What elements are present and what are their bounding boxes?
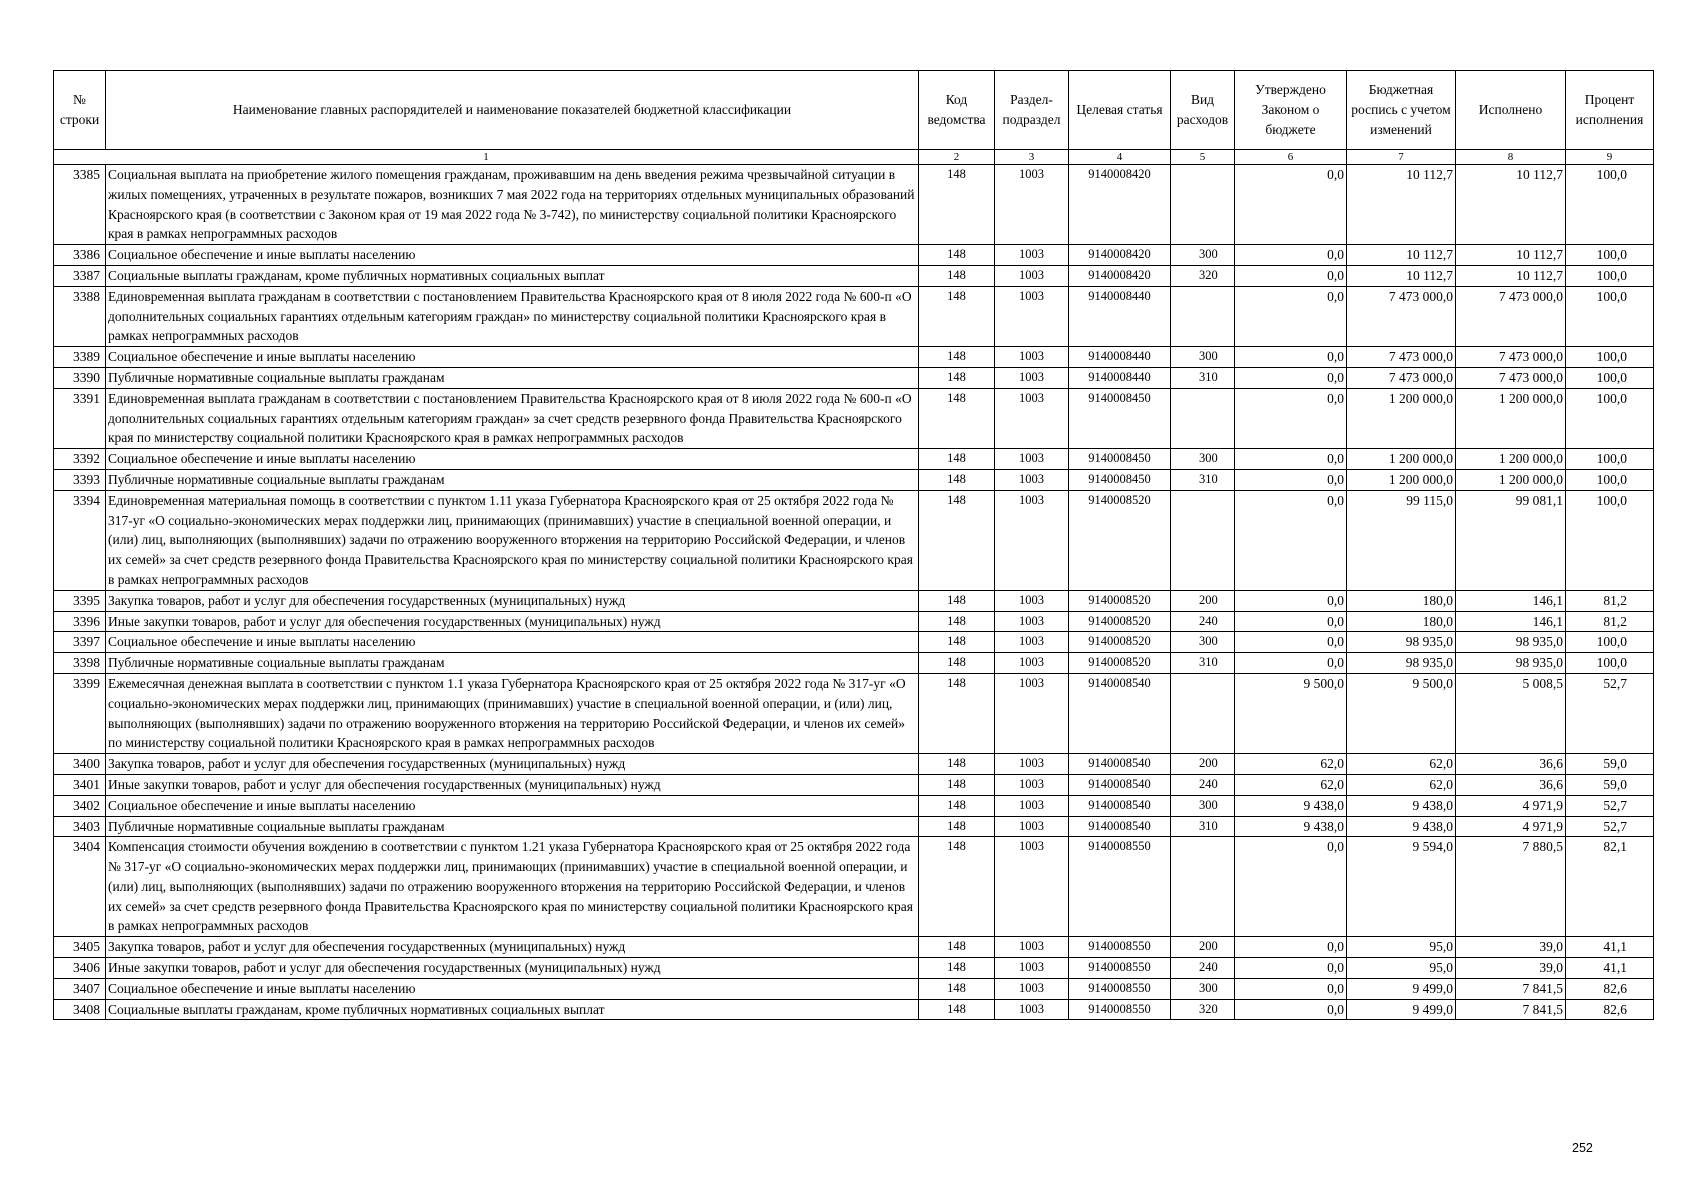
row-number: 3392: [54, 449, 106, 470]
table-row: [54, 388, 1654, 448]
schedule-amount: 7 473 000,0: [1347, 347, 1456, 368]
column-number: 6: [1235, 150, 1347, 165]
table-row: [54, 816, 1654, 837]
table-row: [54, 265, 1654, 286]
row-number: 3385: [54, 165, 106, 245]
target-article: 9140008550: [1069, 978, 1171, 999]
execution-percent: 59,0: [1566, 774, 1654, 795]
row-number: 3401: [54, 774, 106, 795]
schedule-amount: 95,0: [1347, 937, 1456, 958]
header-percent: Процент исполнения: [1566, 71, 1654, 150]
department-code: 148: [919, 999, 995, 1020]
schedule-amount: 9 499,0: [1347, 999, 1456, 1020]
header-name: Наименование главных распорядителей и наименование показателей бюджетной классификации: [106, 71, 919, 150]
target-article: 9140008520: [1069, 632, 1171, 653]
department-code: 148: [919, 165, 995, 245]
executed-amount: 146,1: [1456, 611, 1566, 632]
indicator-name: Компенсация стоимости обучения вождению в соответствии с пунктом 1.21 указа Губернатора Красноярского края от 25 октября 2022 года № 317-уг «О социально-экономических мерах поддержки лиц, принимающих (принимавших) участие в специальной военной операции, и (или) лиц, выполняющих (выполнявших) задачи по отражению вооруженного вторжения на территорию Российской Федерации, и членов их семей» за счет средств резервного фонда Правительства Красноярского края по министерству социальной политики Красноярского края в рамках непрограммных расходов: [106, 837, 919, 937]
section-code: 1003: [995, 816, 1069, 837]
header-department-code: Код ведомства: [919, 71, 995, 150]
section-code: 1003: [995, 490, 1069, 590]
indicator-name: Социальное обеспечение и иные выплаты населению: [106, 449, 919, 470]
execution-percent: 52,7: [1566, 673, 1654, 753]
target-article: 9140008450: [1069, 469, 1171, 490]
column-number-row: [54, 150, 1654, 165]
section-code: 1003: [995, 449, 1069, 470]
section-code: 1003: [995, 388, 1069, 448]
execution-percent: 100,0: [1566, 245, 1654, 266]
table-row: [54, 795, 1654, 816]
row-number: 3406: [54, 958, 106, 979]
expense-type: 300: [1171, 632, 1235, 653]
approved-amount: 0,0: [1235, 653, 1347, 674]
row-number: 3388: [54, 286, 106, 346]
execution-percent: 100,0: [1566, 286, 1654, 346]
section-code: 1003: [995, 958, 1069, 979]
approved-amount: 0,0: [1235, 632, 1347, 653]
target-article: 9140008550: [1069, 999, 1171, 1020]
executed-amount: 98 935,0: [1456, 653, 1566, 674]
expense-type: 320: [1171, 999, 1235, 1020]
executed-amount: 7 841,5: [1456, 978, 1566, 999]
row-number: 3396: [54, 611, 106, 632]
expense-type: 300: [1171, 449, 1235, 470]
indicator-name: Иные закупки товаров, работ и услуг для обеспечения государственных (муниципальных) нужд: [106, 774, 919, 795]
table-row: [54, 590, 1654, 611]
table-row: [54, 449, 1654, 470]
schedule-amount: 9 500,0: [1347, 673, 1456, 753]
indicator-name: Социальные выплаты гражданам, кроме публичных нормативных социальных выплат: [106, 265, 919, 286]
indicator-name: Единовременная материальная помощь в соответствии с пунктом 1.11 указа Губернатора Красноярского края от 25 октября 2022 года № 317-уг «О социально-экономических мерах поддержки лиц, принимающих (принимавших) участие в специальной военной операции, и (или) лиц, выполняющих (выполнявших) задачи по отражению вооруженного вторжения на территорию Российской Федерации, и членов их семей» за счет средств резервного фонда Правительства Красноярского края по министерству социальной политики Красноярского края в рамках непрограммных расходов: [106, 490, 919, 590]
execution-percent: 100,0: [1566, 490, 1654, 590]
schedule-amount: 95,0: [1347, 958, 1456, 979]
executed-amount: 146,1: [1456, 590, 1566, 611]
executed-amount: 7 473 000,0: [1456, 367, 1566, 388]
execution-percent: 100,0: [1566, 632, 1654, 653]
target-article: 9140008550: [1069, 937, 1171, 958]
schedule-amount: 98 935,0: [1347, 653, 1456, 674]
table-row: [54, 999, 1654, 1020]
row-number: 3407: [54, 978, 106, 999]
department-code: 148: [919, 837, 995, 937]
department-code: 148: [919, 978, 995, 999]
table-row: [54, 632, 1654, 653]
execution-percent: 81,2: [1566, 611, 1654, 632]
execution-percent: 81,2: [1566, 590, 1654, 611]
header-approved: Утверждено Законом о бюджете: [1235, 71, 1347, 150]
expense-type: 200: [1171, 590, 1235, 611]
expense-type: [1171, 837, 1235, 937]
section-code: 1003: [995, 999, 1069, 1020]
indicator-name: Иные закупки товаров, работ и услуг для обеспечения государственных (муниципальных) нужд: [106, 958, 919, 979]
execution-percent: 52,7: [1566, 795, 1654, 816]
table-row: [54, 673, 1654, 753]
schedule-amount: 180,0: [1347, 590, 1456, 611]
target-article: 9140008520: [1069, 653, 1171, 674]
approved-amount: 0,0: [1235, 286, 1347, 346]
schedule-amount: 99 115,0: [1347, 490, 1456, 590]
expense-type: 300: [1171, 245, 1235, 266]
execution-percent: 82,6: [1566, 999, 1654, 1020]
schedule-amount: 62,0: [1347, 754, 1456, 775]
indicator-name: Публичные нормативные социальные выплаты гражданам: [106, 816, 919, 837]
execution-percent: 100,0: [1566, 388, 1654, 448]
target-article: 9140008420: [1069, 265, 1171, 286]
schedule-amount: 7 473 000,0: [1347, 367, 1456, 388]
approved-amount: 0,0: [1235, 590, 1347, 611]
row-number: 3399: [54, 673, 106, 753]
executed-amount: 98 935,0: [1456, 632, 1566, 653]
schedule-amount: 62,0: [1347, 774, 1456, 795]
section-code: 1003: [995, 837, 1069, 937]
executed-amount: 7 880,5: [1456, 837, 1566, 937]
schedule-amount: 98 935,0: [1347, 632, 1456, 653]
department-code: 148: [919, 653, 995, 674]
execution-percent: 52,7: [1566, 816, 1654, 837]
target-article: 9140008520: [1069, 611, 1171, 632]
approved-amount: 9 438,0: [1235, 816, 1347, 837]
section-code: 1003: [995, 978, 1069, 999]
execution-percent: 100,0: [1566, 449, 1654, 470]
table-header-row: [54, 71, 1654, 150]
row-number: 3387: [54, 265, 106, 286]
executed-amount: 5 008,5: [1456, 673, 1566, 753]
section-code: 1003: [995, 286, 1069, 346]
schedule-amount: 9 438,0: [1347, 795, 1456, 816]
execution-percent: 59,0: [1566, 754, 1654, 775]
section-code: 1003: [995, 795, 1069, 816]
target-article: 9140008550: [1069, 837, 1171, 937]
row-number: 3402: [54, 795, 106, 816]
table-row: [54, 245, 1654, 266]
budget-execution-table: [53, 70, 1654, 1020]
column-number: 2: [919, 150, 995, 165]
table-row: [54, 611, 1654, 632]
expense-type: 300: [1171, 978, 1235, 999]
department-code: 148: [919, 632, 995, 653]
header-target-article: Целевая статья: [1069, 71, 1171, 150]
row-number: 3398: [54, 653, 106, 674]
expense-type: 240: [1171, 774, 1235, 795]
table-row: [54, 978, 1654, 999]
approved-amount: 9 438,0: [1235, 795, 1347, 816]
executed-amount: 1 200 000,0: [1456, 449, 1566, 470]
department-code: 148: [919, 937, 995, 958]
target-article: 9140008440: [1069, 367, 1171, 388]
schedule-amount: 1 200 000,0: [1347, 388, 1456, 448]
indicator-name: Социальное обеспечение и иные выплаты населению: [106, 245, 919, 266]
section-code: 1003: [995, 673, 1069, 753]
target-article: 9140008540: [1069, 673, 1171, 753]
expense-type: 200: [1171, 937, 1235, 958]
department-code: 148: [919, 590, 995, 611]
approved-amount: 0,0: [1235, 265, 1347, 286]
section-code: 1003: [995, 774, 1069, 795]
schedule-amount: 10 112,7: [1347, 245, 1456, 266]
expense-type: 300: [1171, 795, 1235, 816]
schedule-amount: 180,0: [1347, 611, 1456, 632]
department-code: 148: [919, 490, 995, 590]
executed-amount: 4 971,9: [1456, 816, 1566, 837]
target-article: 9140008420: [1069, 245, 1171, 266]
target-article: 9140008540: [1069, 816, 1171, 837]
indicator-name: Публичные нормативные социальные выплаты гражданам: [106, 367, 919, 388]
table-row: [54, 490, 1654, 590]
section-code: 1003: [995, 653, 1069, 674]
schedule-amount: 7 473 000,0: [1347, 286, 1456, 346]
section-code: 1003: [995, 265, 1069, 286]
expense-type: [1171, 490, 1235, 590]
execution-percent: 100,0: [1566, 469, 1654, 490]
indicator-name: Социальное обеспечение и иные выплаты населению: [106, 632, 919, 653]
target-article: 9140008440: [1069, 347, 1171, 368]
column-number: 4: [1069, 150, 1171, 165]
executed-amount: 36,6: [1456, 774, 1566, 795]
indicator-name: Ежемесячная денежная выплата в соответствии с пунктом 1.1 указа Губернатора Красноярского края от 25 октября 2022 года № 317-уг «О социально-экономических мерах поддержки лиц, принимающих (принимавших) участие в специальной военной операции, и (или) лиц, выполняющих (выполнявших) задачи по отражению вооруженного вторжения на территорию Российской Федерации, и членов их семей» по министерству социальной политики Красноярского края в рамках непрограммных расходов: [106, 673, 919, 753]
approved-amount: 0,0: [1235, 837, 1347, 937]
approved-amount: 0,0: [1235, 999, 1347, 1020]
row-number: 3386: [54, 245, 106, 266]
header-expense-type: Вид расходов: [1171, 71, 1235, 150]
table-row: [54, 958, 1654, 979]
executed-amount: 36,6: [1456, 754, 1566, 775]
expense-type: 310: [1171, 469, 1235, 490]
target-article: 9140008450: [1069, 388, 1171, 448]
department-code: 148: [919, 367, 995, 388]
executed-amount: 4 971,9: [1456, 795, 1566, 816]
executed-amount: 7 473 000,0: [1456, 347, 1566, 368]
executed-amount: 10 112,7: [1456, 165, 1566, 245]
approved-amount: 0,0: [1235, 611, 1347, 632]
row-number: 3394: [54, 490, 106, 590]
indicator-name: Единовременная выплата гражданам в соответствии с постановлением Правительства Красноярского края от 8 июля 2022 года № 600-п «О дополнительных социальных гарантиях отдельным категориям граждан» по министерству социальной политики Красноярского края в рамках непрограммных расходов: [106, 286, 919, 346]
header-row-number: № строки: [54, 71, 106, 150]
execution-percent: 100,0: [1566, 265, 1654, 286]
schedule-amount: 1 200 000,0: [1347, 469, 1456, 490]
table-row: [54, 837, 1654, 937]
indicator-name: Единовременная выплата гражданам в соответствии с постановлением Правительства Красноярского края от 8 июля 2022 года № 600-п «О дополнительных социальных гарантиях отдельным категориям граждан» за счет средств резервного фонда Правительства Красноярского края по министерству социальной политики Красноярского края в рамках непрограммных расходов: [106, 388, 919, 448]
approved-amount: 9 500,0: [1235, 673, 1347, 753]
approved-amount: 62,0: [1235, 754, 1347, 775]
section-code: 1003: [995, 632, 1069, 653]
approved-amount: 0,0: [1235, 347, 1347, 368]
department-code: 148: [919, 286, 995, 346]
executed-amount: 7 473 000,0: [1456, 286, 1566, 346]
execution-percent: 100,0: [1566, 165, 1654, 245]
execution-percent: 100,0: [1566, 347, 1654, 368]
approved-amount: 0,0: [1235, 490, 1347, 590]
approved-amount: 62,0: [1235, 774, 1347, 795]
row-number: 3405: [54, 937, 106, 958]
indicator-name: Публичные нормативные социальные выплаты гражданам: [106, 469, 919, 490]
table-row: [54, 347, 1654, 368]
column-number: 3: [995, 150, 1069, 165]
approved-amount: 0,0: [1235, 449, 1347, 470]
target-article: 9140008540: [1069, 795, 1171, 816]
target-article: 9140008520: [1069, 590, 1171, 611]
table-row: [54, 754, 1654, 775]
table-row: [54, 774, 1654, 795]
expense-type: [1171, 673, 1235, 753]
executed-amount: 1 200 000,0: [1456, 469, 1566, 490]
row-number: 3404: [54, 837, 106, 937]
indicator-name: Закупка товаров, работ и услуг для обеспечения государственных (муниципальных) нужд: [106, 754, 919, 775]
column-number: 1: [54, 150, 919, 165]
indicator-name: Социальное обеспечение и иные выплаты населению: [106, 978, 919, 999]
target-article: 9140008520: [1069, 490, 1171, 590]
executed-amount: 39,0: [1456, 937, 1566, 958]
execution-percent: 100,0: [1566, 367, 1654, 388]
expense-type: 310: [1171, 653, 1235, 674]
row-number: 3400: [54, 754, 106, 775]
expense-type: [1171, 165, 1235, 245]
row-number: 3389: [54, 347, 106, 368]
table-row: [54, 469, 1654, 490]
execution-percent: 100,0: [1566, 653, 1654, 674]
indicator-name: Социальное обеспечение и иные выплаты населению: [106, 795, 919, 816]
section-code: 1003: [995, 347, 1069, 368]
department-code: 148: [919, 469, 995, 490]
section-code: 1003: [995, 367, 1069, 388]
row-number: 3397: [54, 632, 106, 653]
expense-type: 320: [1171, 265, 1235, 286]
table-row: [54, 937, 1654, 958]
department-code: 148: [919, 958, 995, 979]
page-number: 252: [1572, 1141, 1593, 1155]
expense-type: 240: [1171, 958, 1235, 979]
expense-type: 310: [1171, 816, 1235, 837]
table-row: [54, 165, 1654, 245]
table-body: [54, 165, 1654, 1020]
header-budget-schedule: Бюджетная роспись с учетом изменений: [1347, 71, 1456, 150]
table-row: [54, 286, 1654, 346]
column-number: 5: [1171, 150, 1235, 165]
department-code: 148: [919, 795, 995, 816]
section-code: 1003: [995, 590, 1069, 611]
indicator-name: Социальные выплаты гражданам, кроме публичных нормативных социальных выплат: [106, 999, 919, 1020]
executed-amount: 10 112,7: [1456, 265, 1566, 286]
target-article: 9140008420: [1069, 165, 1171, 245]
indicator-name: Социальное обеспечение и иные выплаты населению: [106, 347, 919, 368]
table-row: [54, 653, 1654, 674]
target-article: 9140008440: [1069, 286, 1171, 346]
header-section: Раздел-подраздел: [995, 71, 1069, 150]
section-code: 1003: [995, 245, 1069, 266]
table-row: [54, 367, 1654, 388]
expense-type: 310: [1171, 367, 1235, 388]
executed-amount: 10 112,7: [1456, 245, 1566, 266]
execution-percent: 41,1: [1566, 937, 1654, 958]
section-code: 1003: [995, 611, 1069, 632]
execution-percent: 82,1: [1566, 837, 1654, 937]
approved-amount: 0,0: [1235, 367, 1347, 388]
column-number: 9: [1566, 150, 1654, 165]
section-code: 1003: [995, 754, 1069, 775]
indicator-name: Иные закупки товаров, работ и услуг для обеспечения государственных (муниципальных) нужд: [106, 611, 919, 632]
row-number: 3408: [54, 999, 106, 1020]
schedule-amount: 1 200 000,0: [1347, 449, 1456, 470]
target-article: 9140008540: [1069, 754, 1171, 775]
target-article: 9140008550: [1069, 958, 1171, 979]
execution-percent: 82,6: [1566, 978, 1654, 999]
section-code: 1003: [995, 469, 1069, 490]
expense-type: 200: [1171, 754, 1235, 775]
department-code: 148: [919, 265, 995, 286]
row-number: 3403: [54, 816, 106, 837]
expense-type: 300: [1171, 347, 1235, 368]
approved-amount: 0,0: [1235, 978, 1347, 999]
column-number: 7: [1347, 150, 1456, 165]
indicator-name: Социальная выплата на приобретение жилого помещения гражданам, проживавшим на день введения режима чрезвычайной ситуации в жилых помещениях, утраченных в результате пожаров, возникших 7 мая 2022 года на территориях отдельных муниципальных образований Красноярского края (в соответствии с Законом края от 19 мая 2022 года № 3-742), по министерству социальной политики Красноярского края в рамках непрограммных расходов: [106, 165, 919, 245]
row-number: 3391: [54, 388, 106, 448]
department-code: 148: [919, 673, 995, 753]
department-code: 148: [919, 388, 995, 448]
approved-amount: 0,0: [1235, 245, 1347, 266]
row-number: 3390: [54, 367, 106, 388]
indicator-name: Публичные нормативные социальные выплаты гражданам: [106, 653, 919, 674]
expense-type: [1171, 388, 1235, 448]
target-article: 9140008450: [1069, 449, 1171, 470]
schedule-amount: 10 112,7: [1347, 165, 1456, 245]
execution-percent: 41,1: [1566, 958, 1654, 979]
department-code: 148: [919, 816, 995, 837]
department-code: 148: [919, 245, 995, 266]
indicator-name: Закупка товаров, работ и услуг для обеспечения государственных (муниципальных) нужд: [106, 590, 919, 611]
department-code: 148: [919, 347, 995, 368]
executed-amount: 1 200 000,0: [1456, 388, 1566, 448]
department-code: 148: [919, 611, 995, 632]
schedule-amount: 9 438,0: [1347, 816, 1456, 837]
approved-amount: 0,0: [1235, 165, 1347, 245]
approved-amount: 0,0: [1235, 388, 1347, 448]
schedule-amount: 10 112,7: [1347, 265, 1456, 286]
executed-amount: 7 841,5: [1456, 999, 1566, 1020]
expense-type: 240: [1171, 611, 1235, 632]
target-article: 9140008540: [1069, 774, 1171, 795]
executed-amount: 99 081,1: [1456, 490, 1566, 590]
row-number: 3393: [54, 469, 106, 490]
section-code: 1003: [995, 937, 1069, 958]
approved-amount: 0,0: [1235, 469, 1347, 490]
indicator-name: Закупка товаров, работ и услуг для обеспечения государственных (муниципальных) нужд: [106, 937, 919, 958]
approved-amount: 0,0: [1235, 937, 1347, 958]
header-executed: Исполнено: [1456, 71, 1566, 150]
department-code: 148: [919, 754, 995, 775]
executed-amount: 39,0: [1456, 958, 1566, 979]
approved-amount: 0,0: [1235, 958, 1347, 979]
expense-type: [1171, 286, 1235, 346]
department-code: 148: [919, 449, 995, 470]
department-code: 148: [919, 774, 995, 795]
row-number: 3395: [54, 590, 106, 611]
column-number: 8: [1456, 150, 1566, 165]
section-code: 1003: [995, 165, 1069, 245]
schedule-amount: 9 594,0: [1347, 837, 1456, 937]
schedule-amount: 9 499,0: [1347, 978, 1456, 999]
